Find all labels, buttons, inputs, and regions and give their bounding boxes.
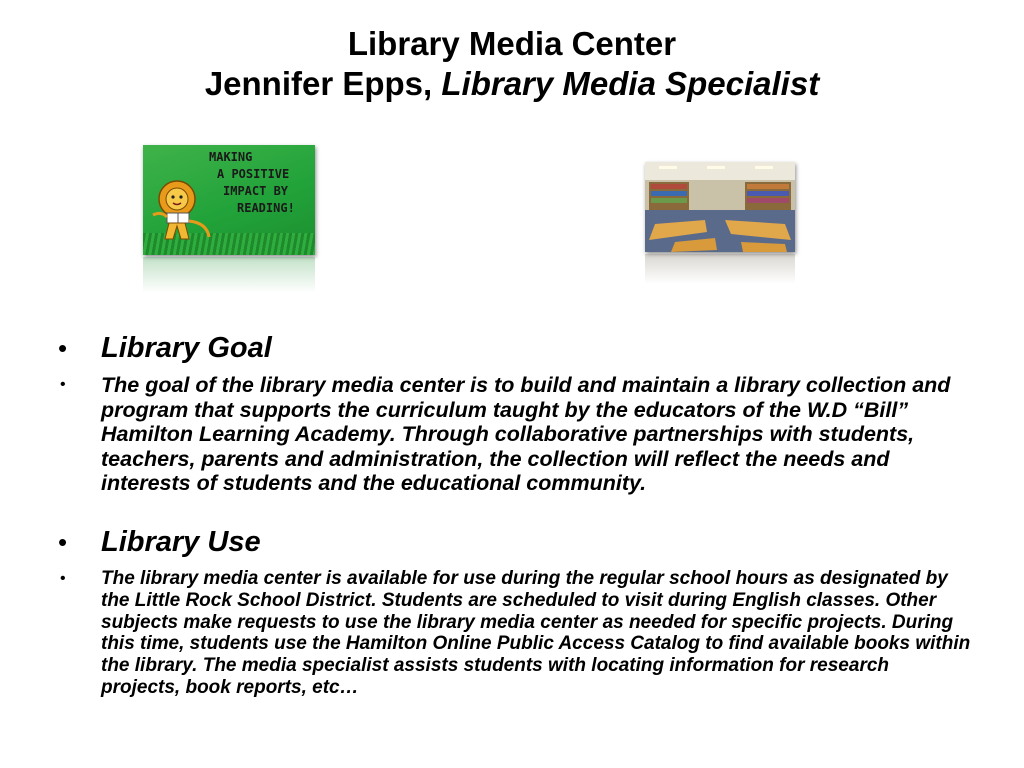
poster-line-3: IMPACT BY: [223, 184, 289, 198]
poster-line-4: READING!: [237, 201, 295, 215]
bullet-dot: •: [60, 570, 66, 587]
bullet-library-use-text: [60, 568, 971, 699]
library-goal-text: The goal of the library media center is to build and maintain a library collection and program that supports the curriculum taught by the educators of the W.D “Bill” Hamilton Learning Academy. Through collaborative partnerships with students, teachers, parents and administration, the collection will reflect the needs and interests of students and the educational community.: [101, 373, 951, 496]
bullet-dot: •: [60, 376, 66, 393]
bullet-library-use: [58, 525, 981, 559]
poster-frame: [143, 145, 315, 255]
poster-line-2: A POSITIVE: [217, 167, 290, 181]
library-photo-frame: [645, 162, 795, 252]
library-use-text: The library media center is available for use during the regular school hours as designated by the Little Rock School District. Students are scheduled to visit during English classes. Other subjects make requests to use the library media center as needed for specific projects. During this time, students use the Hamilton Online Public Access Catalog to find available books within the library. The media specialist assists students with locating information for research projects, book reports, etc…: [101, 568, 971, 698]
title-role: Library Media Specialist: [441, 65, 820, 102]
reading-poster-image: [143, 145, 315, 255]
title-line-2: [0, 64, 1024, 104]
library-room-photo: [645, 162, 795, 252]
bullet-dot: •: [58, 527, 68, 557]
bullet-dot: •: [58, 333, 68, 363]
bullet-library-goal-text: [60, 373, 951, 496]
title-name: Jennifer Epps,: [204, 65, 442, 102]
poster-line-1: MAKING: [209, 150, 253, 164]
title-line-1: Library Media Center: [347, 25, 677, 62]
slide-title: [0, 24, 1024, 104]
poster-text: [205, 149, 315, 217]
library-use-heading: Library Use: [101, 526, 261, 558]
library-photo-reflection: [645, 254, 795, 284]
library-room-illustration: [645, 162, 795, 252]
library-goal-heading: Library Goal: [101, 332, 272, 364]
poster-reflection: [143, 257, 315, 293]
bullet-library-goal: [58, 331, 981, 365]
